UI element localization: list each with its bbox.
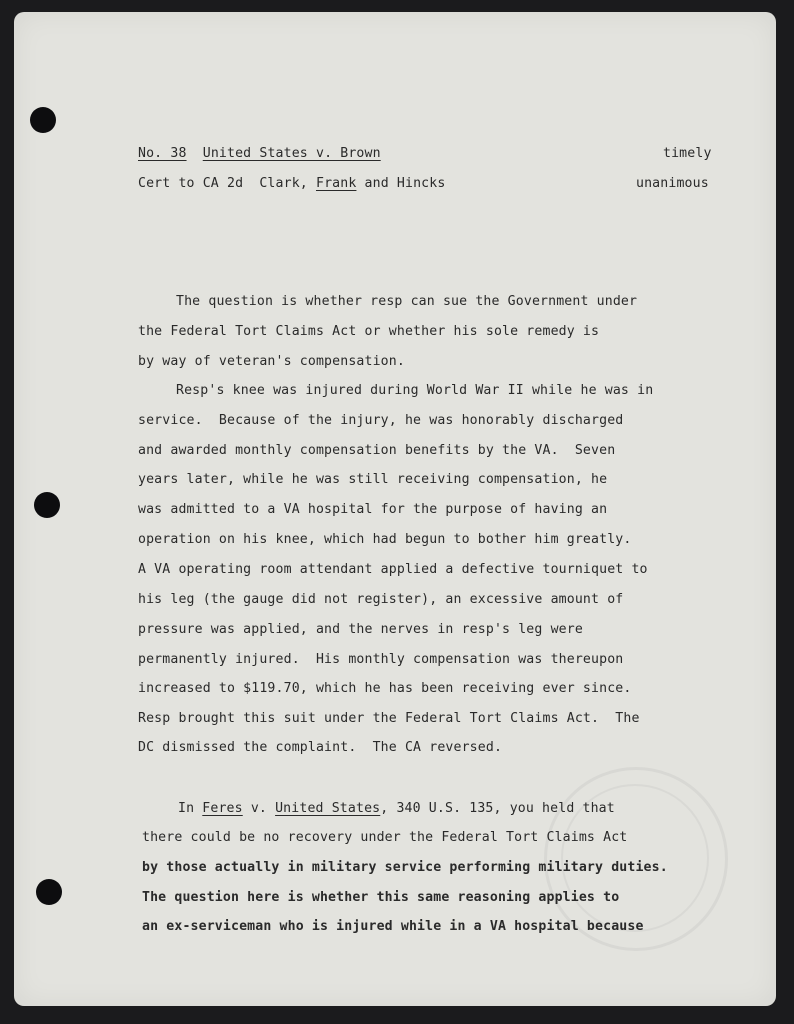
status-label: timely: [663, 146, 712, 161]
body-line: increased to $119.70, which he has been receiving ever since.: [138, 681, 632, 696]
punch-hole: [34, 492, 60, 518]
case-number: No. 38: [138, 146, 187, 161]
body-line: service. Because of the injury, he was honorably discharged: [138, 413, 624, 428]
body-line: DC dismissed the complaint. The CA reversed.: [138, 740, 503, 755]
body-line: by way of veteran's compensation.: [138, 354, 405, 369]
body-line: and awarded monthly compensation benefits by the VA. Seven: [138, 443, 616, 458]
cert-line-prefix: Cert to CA 2d: [138, 176, 260, 191]
separator: ,: [299, 176, 316, 191]
judge-name: Clark: [259, 176, 300, 191]
body-line: The question is whether resp can sue the Government under: [176, 294, 638, 309]
case-header: [138, 146, 381, 161]
punch-hole: [30, 107, 56, 133]
judges-tail: and Hincks: [356, 176, 446, 191]
body-line: the Federal Tort Claims Act or whether his sole remedy is: [138, 324, 600, 339]
body-line: by those actually in military service performing military duties.: [142, 860, 668, 875]
cert-line: [138, 176, 445, 191]
body-line: Resp's knee was injured during World War II while he was in: [176, 383, 654, 398]
body-line: Resp brought this suit under the Federal Tort Claims Act. The: [138, 711, 640, 726]
body-line: years later, while he was still receiving compensation, he: [138, 472, 608, 487]
case-citation: United States: [275, 801, 381, 816]
body-line: operation on his knee, which had begun to bother him greatly.: [138, 532, 632, 547]
body-line: The question here is whether this same reasoning applies to: [142, 890, 620, 905]
body-line: [178, 801, 615, 816]
body-line: A VA operating room attendant applied a defective tourniquet to: [138, 562, 648, 577]
body-line: pressure was applied, and the nerves in resp's leg were: [138, 622, 583, 637]
text-run: In: [178, 801, 203, 816]
vote-label: unanimous: [636, 176, 709, 191]
case-name: United States v. Brown: [202, 146, 381, 161]
body-line: permanently injured. His monthly compensation was thereupon: [138, 652, 624, 667]
case-citation: Feres: [202, 801, 243, 816]
body-line: an ex-serviceman who is injured while in a VA hospital because: [142, 919, 644, 934]
body-line: was admitted to a VA hospital for the purpose of having an: [138, 502, 608, 517]
body-line: there could be no recovery under the Federal Tort Claims Act: [142, 830, 628, 845]
punch-hole: [36, 879, 62, 905]
text-run: v.: [242, 801, 276, 816]
body-line: his leg (the gauge did not register), an excessive amount of: [138, 592, 624, 607]
judge-name: Frank: [315, 176, 357, 191]
text-run: , 340 U.S. 135, you held that: [380, 801, 615, 816]
